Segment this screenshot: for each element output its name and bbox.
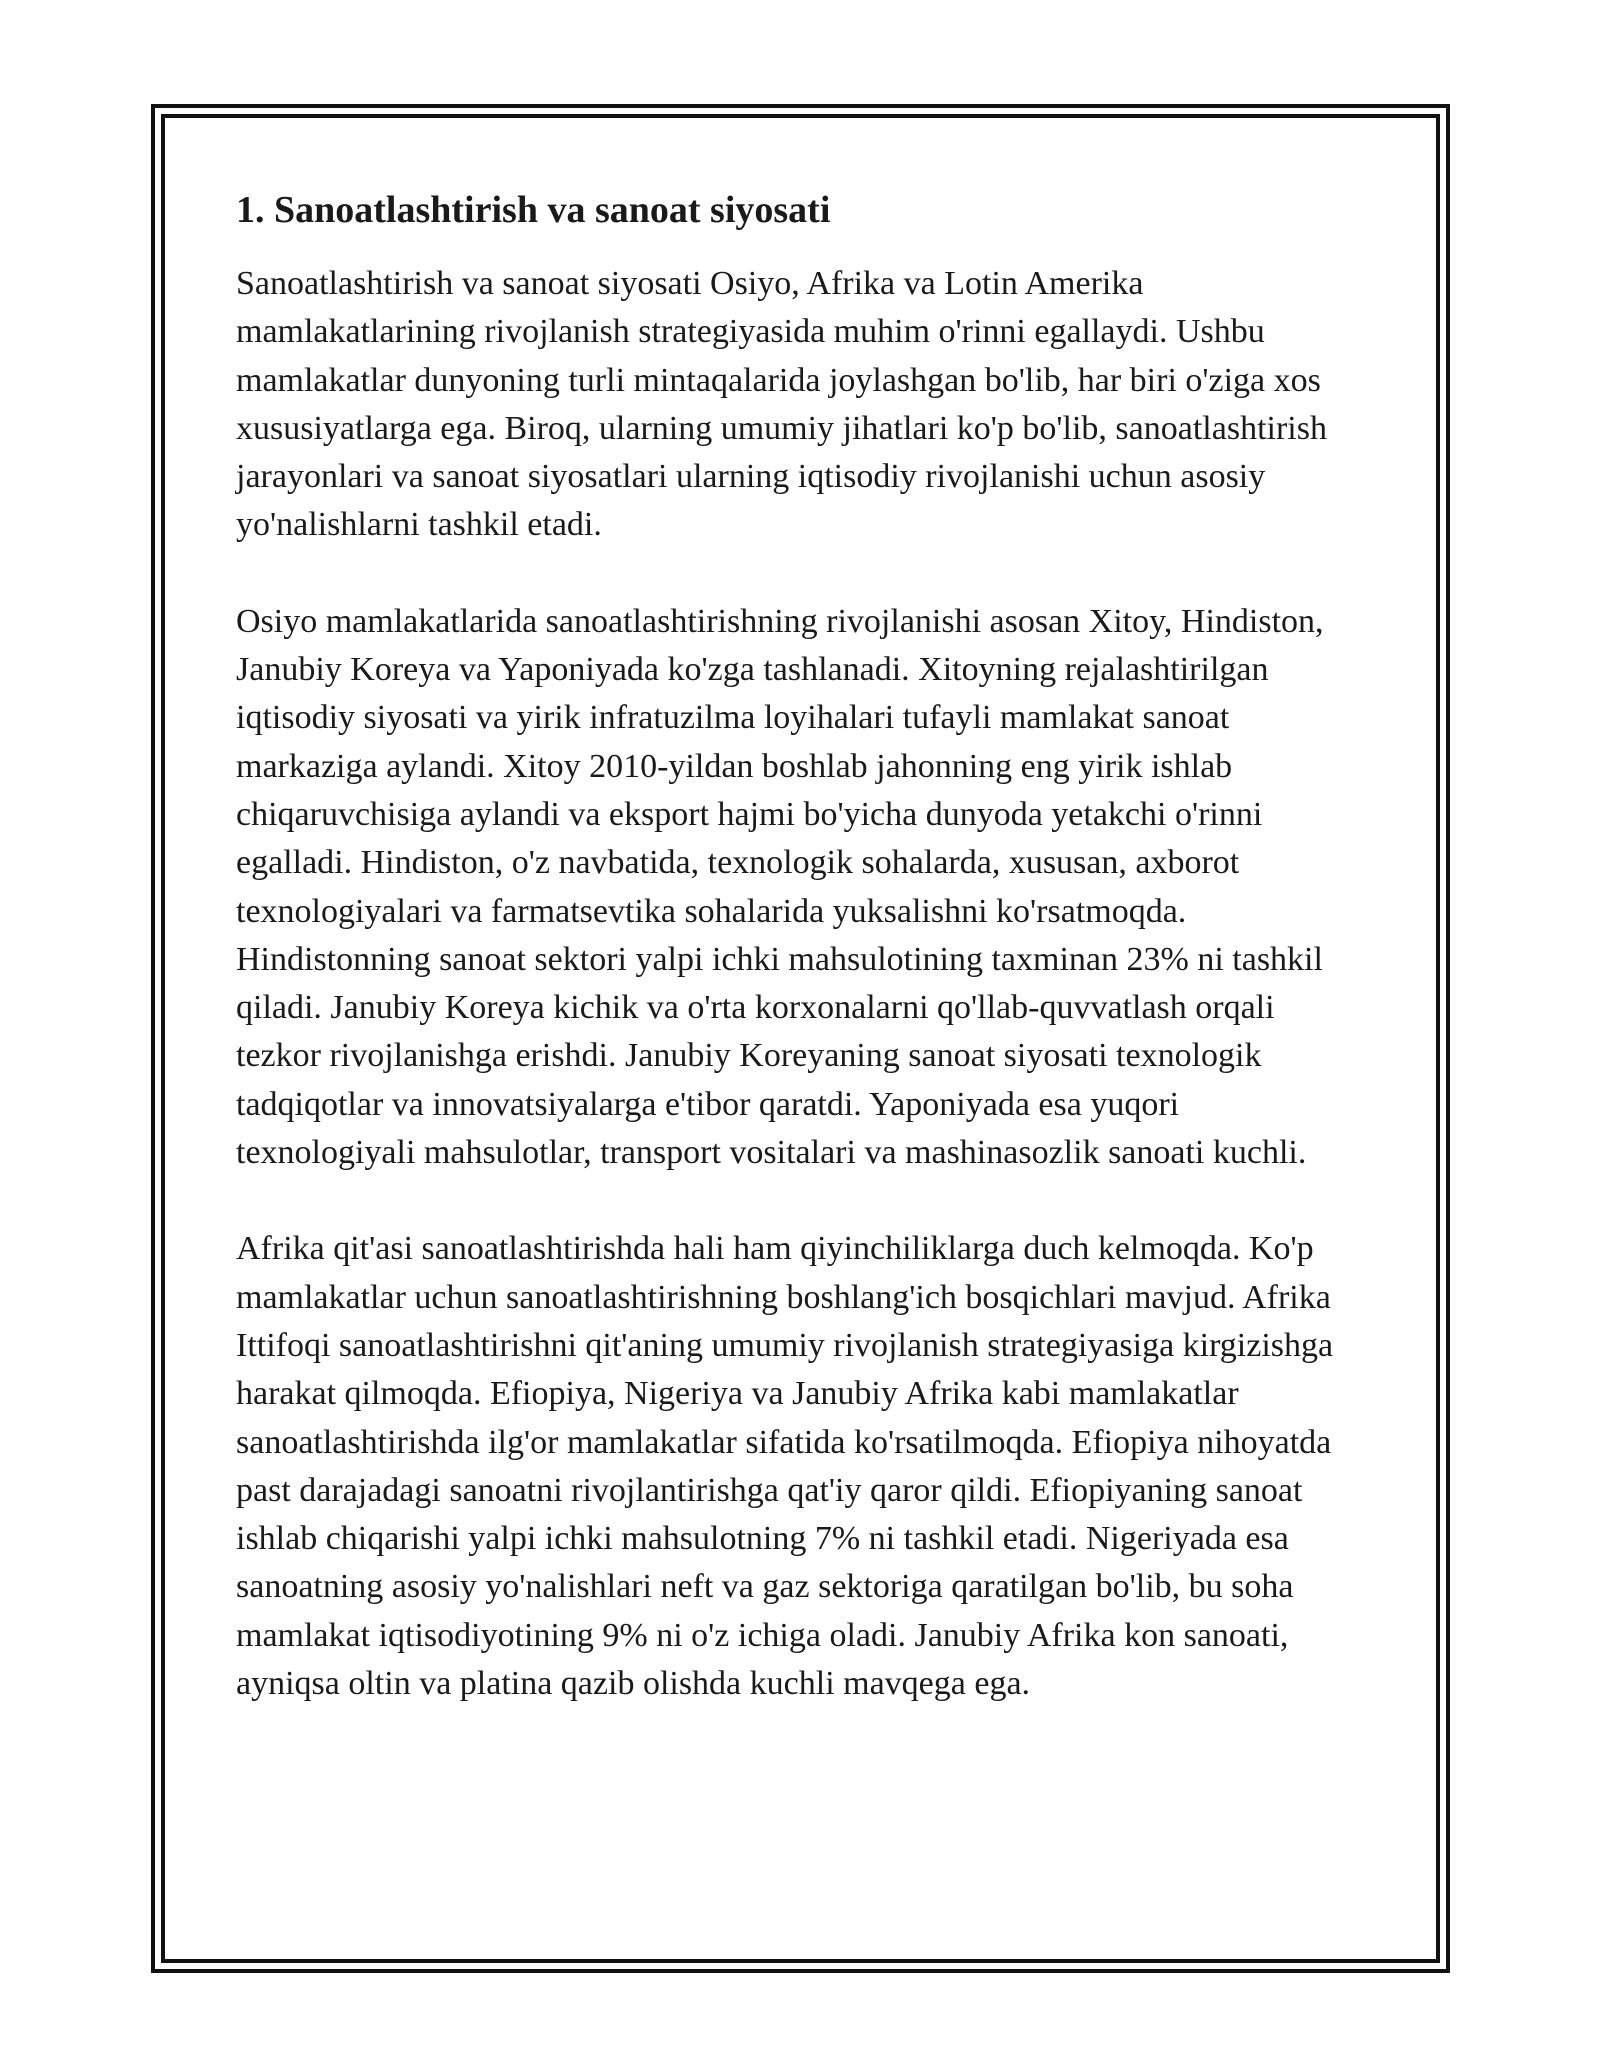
paragraph-africa: Afrika qit'asi sanoatlashtirishda hali ham qiyinchiliklarga duch kelmoqda. Ko'p mamlakatlar uchun sanoatlashtirishning boshlang'ich bosqichlari mavjud. Afrika Ittifoqi sanoatlashtirishni qit'aning umumiy rivojlanish strategiyasiga kirgizishga harakat qilmoqda. Efiopiya, Nigeriya va Janubiy Afrika kabi mamlakatlar sanoatlashtirishda ilg'or mamlakatlar sifatida ko'rsatilmoqda. Efiopiya nihoyatda past darajadagi sanoatni rivojlantirishga qat'iy qaror qildi. Efiopiyaning sanoat ishlab chiqarishi yalpi ichki mahsulotning 7% ni tashkil etadi. Nigeriyada esa sanoatning asosiy yo'nalishlari neft va gaz sektoriga qaratilgan bo'lib, bu soha mamlakat iqtisodiyotining 9% ni o'z ichiga oladi. Janubiy Afrika kon sanoati, ayniqsa oltin va platina qazib olishda kuchli mavqega ega. <box>236 1230 1334 1703</box>
paragraph-intro: Sanoatlashtirish va sanoat siyosati Osiyo, Afrika va Lotin Amerika mamlakatlarining rivojlanish strategiyasida muhim o'rinni egallaydi. Ushbu mamlakatlar dunyoning turli mintaqalarida joylashgan bo'lib, har biri o'ziga xos xususiyatlarga ega. Biroq, ularning umumiy jihatlari ko'p bo'lib, sanoatlashtirish jarayonlari va sanoat siyosatlari ularning iqtisodiy rivojlanishi uchun asosiy yo'nalishlarni tashkil etadi. <box>236 265 1327 544</box>
document-body <box>236 186 1366 1756</box>
paragraph-asia: Osiyo mamlakatlarida sanoatlashtirishning rivojlanishi asosan Xitoy, Hindiston, Janubiy Koreya va Yaponiyada ko'zga tashlanadi. Xitoyning rejalashtirilgan iqtisodiy siyosati va yirik infratuzilma loyihalari tufayli mamlakat sanoat markaziga aylandi. Xitoy 2010-yildan boshlab jahonning eng yirik ishlab chiqaruvchisiga aylandi va eksport hajmi bo'yicha dunyoda yetakchi o'rinni egalladi. Hindiston, o'z navbatida, texnologik sohalarda, xususan, axborot texnologiyalari va farmatsevtika sohalarida yuksalishni ko'rsatmoqda. Hindistonning sanoat sektori yalpi ichki mahsulotining taxminan 23% ni tashkil qiladi. Janubiy Koreya kichik va o'rta korxonalarni qo'llab-quvvatlash orqali tezkor rivojlanishga erishdi. Janubiy Koreyaning sanoat siyosati texnologik tadqiqotlar va innovatsiyalarga e'tibor qaratdi. Yaponiyada esa yuqori texnologiyali mahsulotlar, transport vositalari va mashinasozlik sanoati kuchli. <box>236 602 1324 1172</box>
section-heading: 1. Sanoatlashtirish va sanoat siyosati <box>236 189 831 231</box>
